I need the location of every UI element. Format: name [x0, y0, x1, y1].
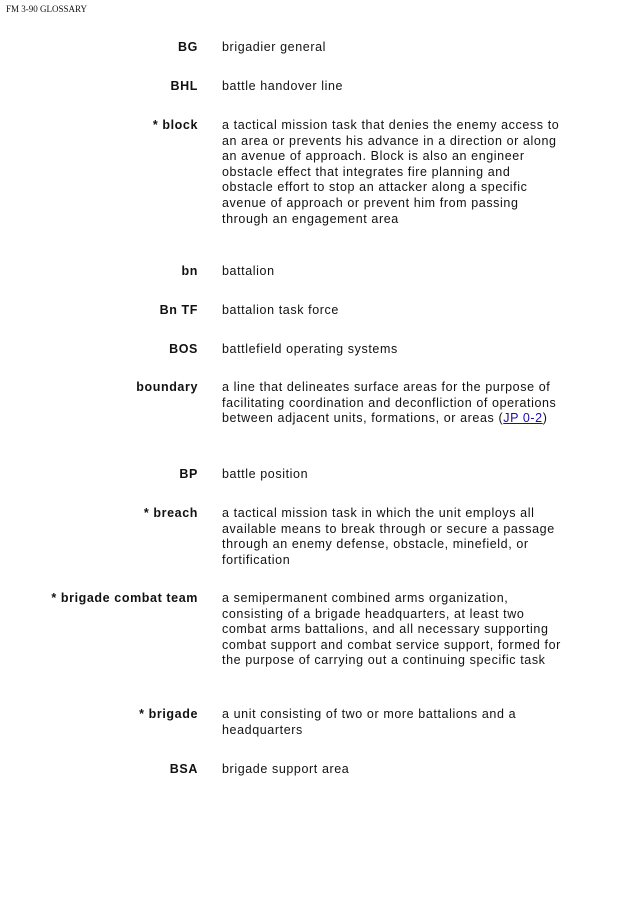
definition-text: a line that delineates surface areas for the purpose of facilitating coordination and deconfliction of operations between adjacent units, formations, or areas ( [222, 380, 557, 426]
glossary-term: bn [181, 264, 198, 278]
page-header: FM 3-90 GLOSSARY [6, 4, 88, 14]
glossary-term: BHL [170, 79, 198, 93]
glossary-definition: a semipermanent combined arms organization, consisting of a brigade headquarters, at least two combat arms battalions, and all necessary supporting combat support and combat service support, formed for the purpose of carrying out a continuing specific task [222, 591, 561, 668]
glossary-term: BOS [169, 342, 198, 356]
glossary-definition: battle position [222, 467, 309, 481]
glossary-definition: battlefield operating systems [222, 342, 398, 356]
glossary-term: BP [179, 467, 198, 481]
reference-link-jp-0-2[interactable]: JP 0-2 [503, 411, 543, 426]
glossary-definition: a tactical mission task in which the unit employs all available means to break through or secure a passage through an enemy defense, obstacle, minefield, or fortification [222, 506, 555, 567]
glossary-term: BSA [169, 762, 198, 776]
glossary-definition: brigade support area [222, 762, 350, 776]
glossary-term: BG [178, 40, 198, 54]
glossary-term: boundary [136, 380, 198, 394]
glossary-definition: brigadier general [222, 40, 327, 54]
glossary-definition [222, 380, 562, 427]
glossary-term: * block [152, 118, 198, 132]
glossary-definition: battle handover line [222, 79, 344, 93]
definition-text-end: ) [542, 411, 548, 426]
glossary-term: Bn TF [159, 303, 198, 317]
glossary-definition: a tactical mission task that denies the enemy access to an area or prevents his advance in a direction or along an avenue of approach. Block is also an engineer obstacle effect that integrates fire planning and obstacle effort to stop an attacker along a specific avenue of approach or prevent him from passing through an engagement area [222, 118, 560, 226]
glossary-definition: battalion task force [222, 303, 339, 317]
glossary-term: * brigade combat team [51, 591, 198, 605]
glossary-definition: a unit consisting of two or more battalions and a headquarters [222, 707, 517, 737]
glossary-definition: battalion [222, 264, 275, 278]
glossary-term: * brigade [139, 707, 198, 721]
glossary-term: * breach [143, 506, 198, 520]
